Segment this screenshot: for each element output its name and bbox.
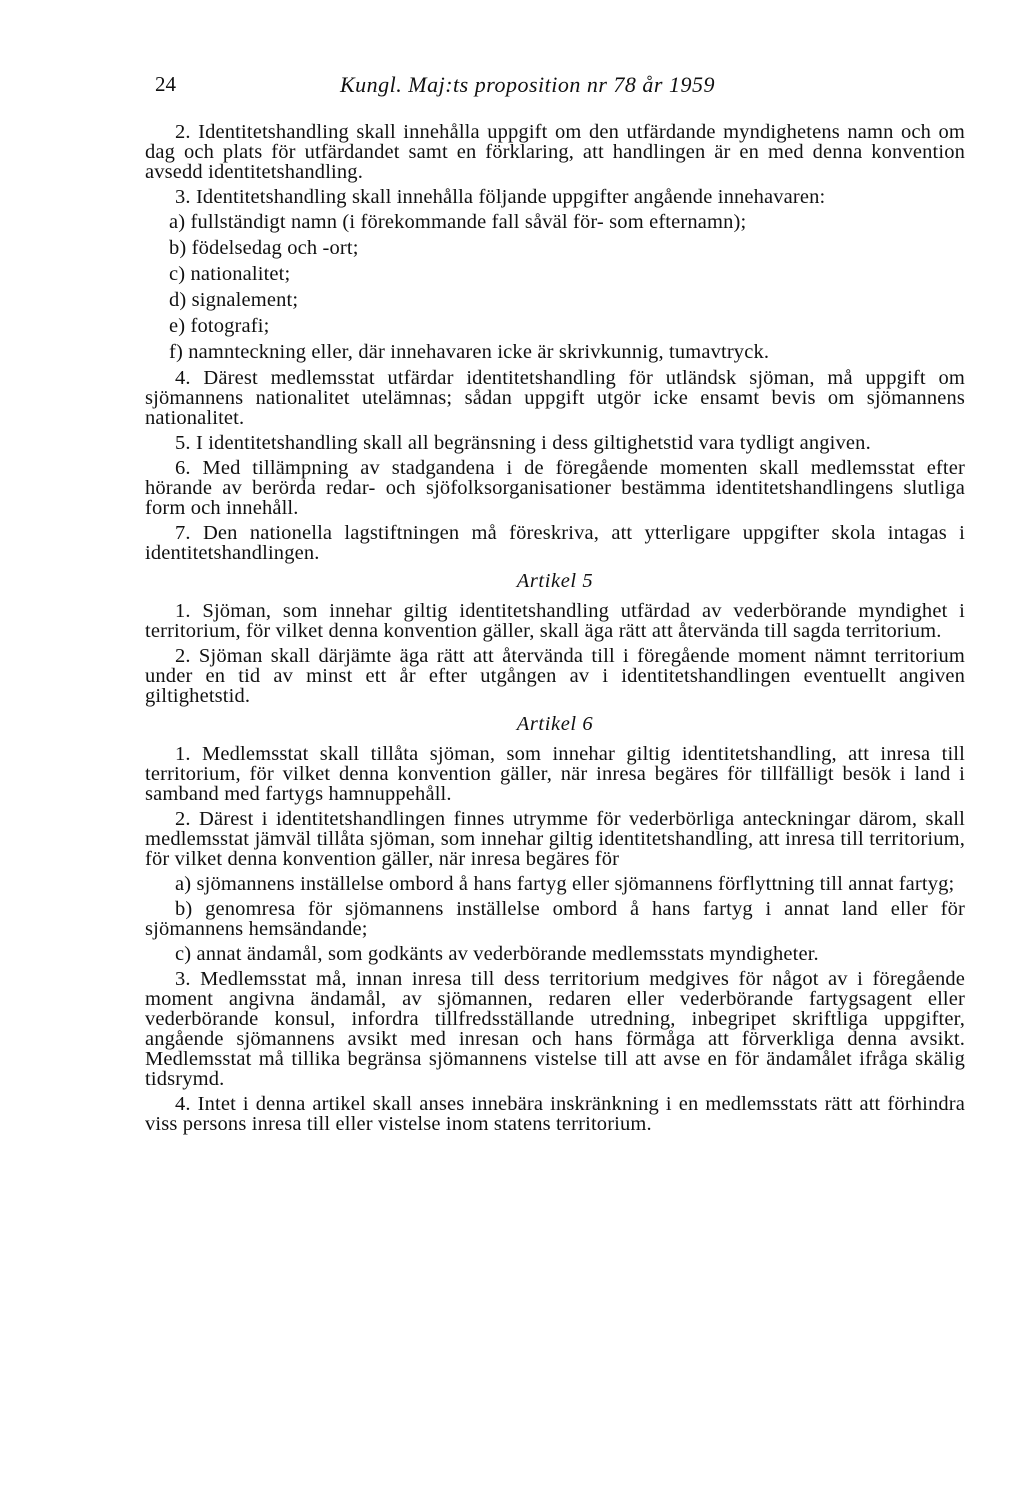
paragraph: 5. I identitetshandling skall all begränsning i dess giltighetstid vara tydligt angiven. bbox=[175, 432, 871, 454]
list-item: a) fullständigt namn (i förekommande fall såväl för- som efternamn); bbox=[169, 211, 747, 233]
paragraph: 3. Medlemsstat må, innan inresa till dess territorium medgives för något av i föregående moment angivna ändamål, av sjömannen, redaren eller vederbörande fartygsagent eller vederbörande konsul, infordra tillfredsställande utredning, inbegripet skriftliga uppgifter, angående sjömannens avsikt med inresan och hans förmåga att förverkliga denna avsikt. Medlemsstat må tillika begränsa sjömannens vistelse till att avse en för ändamålet ifråga skälig tidsrymd. bbox=[145, 968, 965, 1090]
document-body bbox=[145, 122, 965, 1139]
paragraph: 2. Identitetshandling skall innehålla uppgift om den utfärdande myndighetens namn och om dag och plats för utfärdandet samt en förklaring, att handlingen är en med denna konvention avsedd identitetshandling. bbox=[145, 121, 965, 183]
paragraph: b) genomresa för sjömannens inställelse ombord å hans fartyg i annat land eller för sjömannens hemsändande; bbox=[145, 898, 965, 940]
list-item: c) nationalitet; bbox=[169, 263, 291, 285]
paragraph: 2. Därest i identitetshandlingen finnes utrymme för vederbörliga anteckningar därom, skall medlemsstat jämväl tillåta sjöman, som innehar giltig identitetshandling, att inresa till territorium, för vilket denna konvention gäller, när inresa begäres för bbox=[145, 808, 965, 870]
list-item: f) namnteckning eller, där innehavaren icke är skrivkunnig, tumavtryck. bbox=[169, 341, 770, 363]
paragraph: 1. Sjöman, som innehar giltig identitetshandling utfärdad av vederbörande myndighet i territorium, för vilket denna konvention gäller, skall äga rätt att återvända till sagda territorium. bbox=[145, 600, 965, 642]
paragraph: 2. Sjöman skall därjämte äga rätt att återvända till i föregående moment nämnt territorium under en tid av minst ett år efter utgången av i identitetshandlingen eventuellt angiven giltighetstid. bbox=[145, 645, 965, 707]
paragraph: 4. Intet i denna artikel skall anses innebära inskränkning i en medlemsstats rätt att förhindra viss persons inresa till eller vistelse inom statens territorium. bbox=[145, 1093, 965, 1135]
list-item: d) signalement; bbox=[169, 289, 299, 311]
running-title: Kungl. Maj:ts proposition nr 78 år 1959 bbox=[340, 72, 715, 97]
paragraph: a) sjömannens inställelse ombord å hans fartyg eller sjömannens förflyttning till annat fartyg; bbox=[175, 873, 955, 895]
paragraph: 7. Den nationella lagstiftningen må föreskriva, att ytterligare uppgifter skola intagas i identitetshandlingen. bbox=[145, 522, 965, 564]
page-header bbox=[155, 72, 964, 106]
list-item: b) födelsedag och -ort; bbox=[169, 237, 359, 259]
article-heading: Artikel 6 bbox=[516, 713, 594, 735]
page-number: 24 bbox=[155, 72, 176, 96]
paragraph: 4. Därest medlemsstat utfärdar identitetshandling för utländsk sjöman, må uppgift om sjömannens nationalitet utelämnas; sådan uppgift utgör icke ensamt bevis om sjömannens nationalitet. bbox=[145, 367, 965, 429]
paragraph: c) annat ändamål, som godkänts av vederbörande medlemsstats myndigheter. bbox=[175, 943, 819, 965]
article-heading: Artikel 5 bbox=[516, 570, 594, 592]
paragraph: 6. Med tillämpning av stadgandena i de föregående momenten skall medlemsstat efter hörande av berörda redar- och sjöfolksorganisationer bestämma identitetshandlingens slutliga form och innehåll. bbox=[145, 457, 965, 519]
list-item: e) fotografi; bbox=[169, 315, 270, 337]
paragraph: 3. Identitetshandling skall innehålla följande uppgifter angående innehavaren: bbox=[175, 186, 826, 208]
paragraph: 1. Medlemsstat skall tillåta sjöman, som innehar giltig identitetshandling, att inresa till territorium, för vilket denna konvention gäller, när inresa begäres för tillfälligt besök i land i samband med fartygs hamnuppehåll. bbox=[145, 743, 965, 805]
